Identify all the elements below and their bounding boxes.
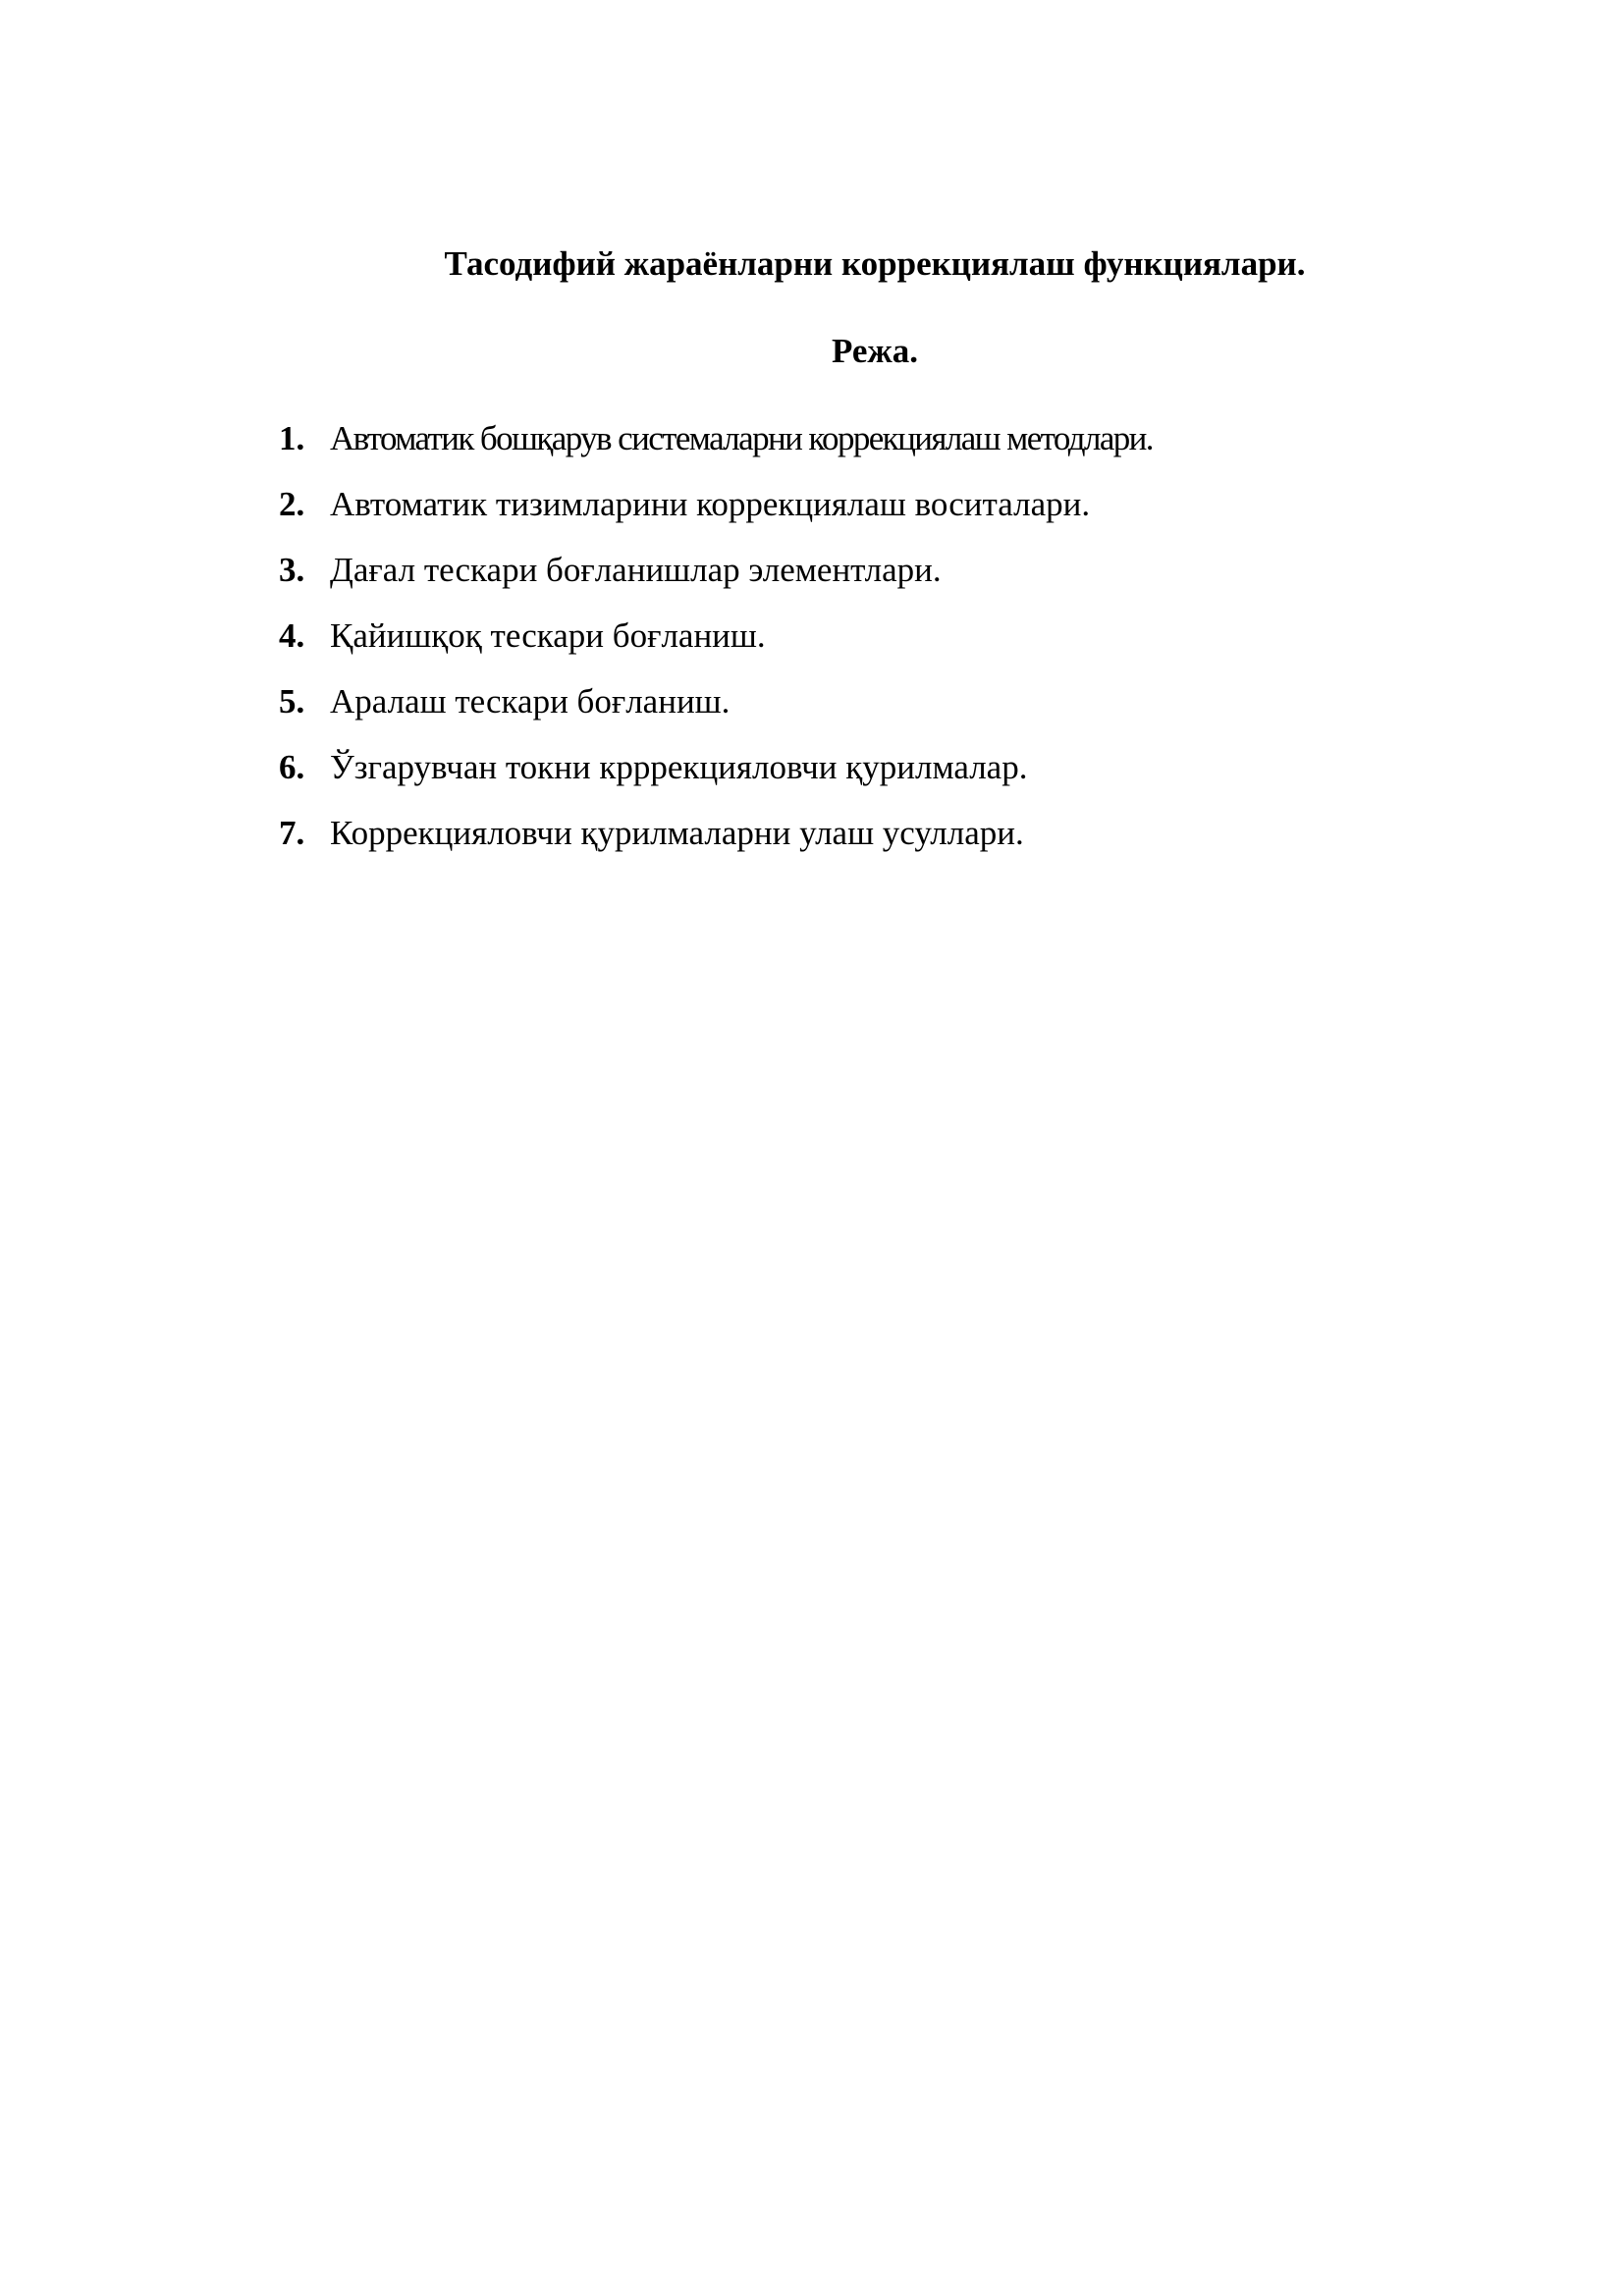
plan-item-text: Автоматик бошқарув системаларни коррекциялаш методлари. (330, 419, 1153, 457)
plan-item-text: Автоматик тизимларини коррекциялаш воситалари. (330, 485, 1091, 523)
plan-item-text: Дағал тескари боғланишлар элементлари. (330, 551, 942, 589)
plan-item (279, 745, 1457, 811)
plan-item-number: 6. (279, 748, 305, 786)
plan-item-number: 4. (279, 616, 305, 655)
plan-item (279, 614, 1457, 679)
plan-item-text: Ўзгарувчан токни крррекцияловчи қурилмалар. (330, 748, 1028, 786)
plan-item (279, 548, 1457, 614)
plan-list (279, 416, 1457, 877)
plan-item-text: Коррекцияловчи қурилмаларни улаш усуллари. (330, 814, 1024, 852)
plan-item (279, 679, 1457, 745)
plan-item-number: 1. (279, 419, 305, 457)
plan-item-number: 7. (279, 814, 305, 852)
plan-item (279, 416, 1457, 482)
plan-item-number: 5. (279, 682, 305, 721)
plan-item-text: Аралаш тескари боғланиш. (330, 682, 731, 721)
plan-item (279, 482, 1457, 548)
plan-item-number: 3. (279, 551, 305, 589)
plan-item-number: 2. (279, 485, 305, 523)
plan-heading: Режа. (831, 332, 919, 370)
plan-item (279, 811, 1457, 877)
plan-item-text: Қайишқоқ тескари боғланиш. (330, 616, 766, 655)
document-title: Тасодифий жараёнларни коррекциялаш функциялари. (444, 244, 1306, 283)
